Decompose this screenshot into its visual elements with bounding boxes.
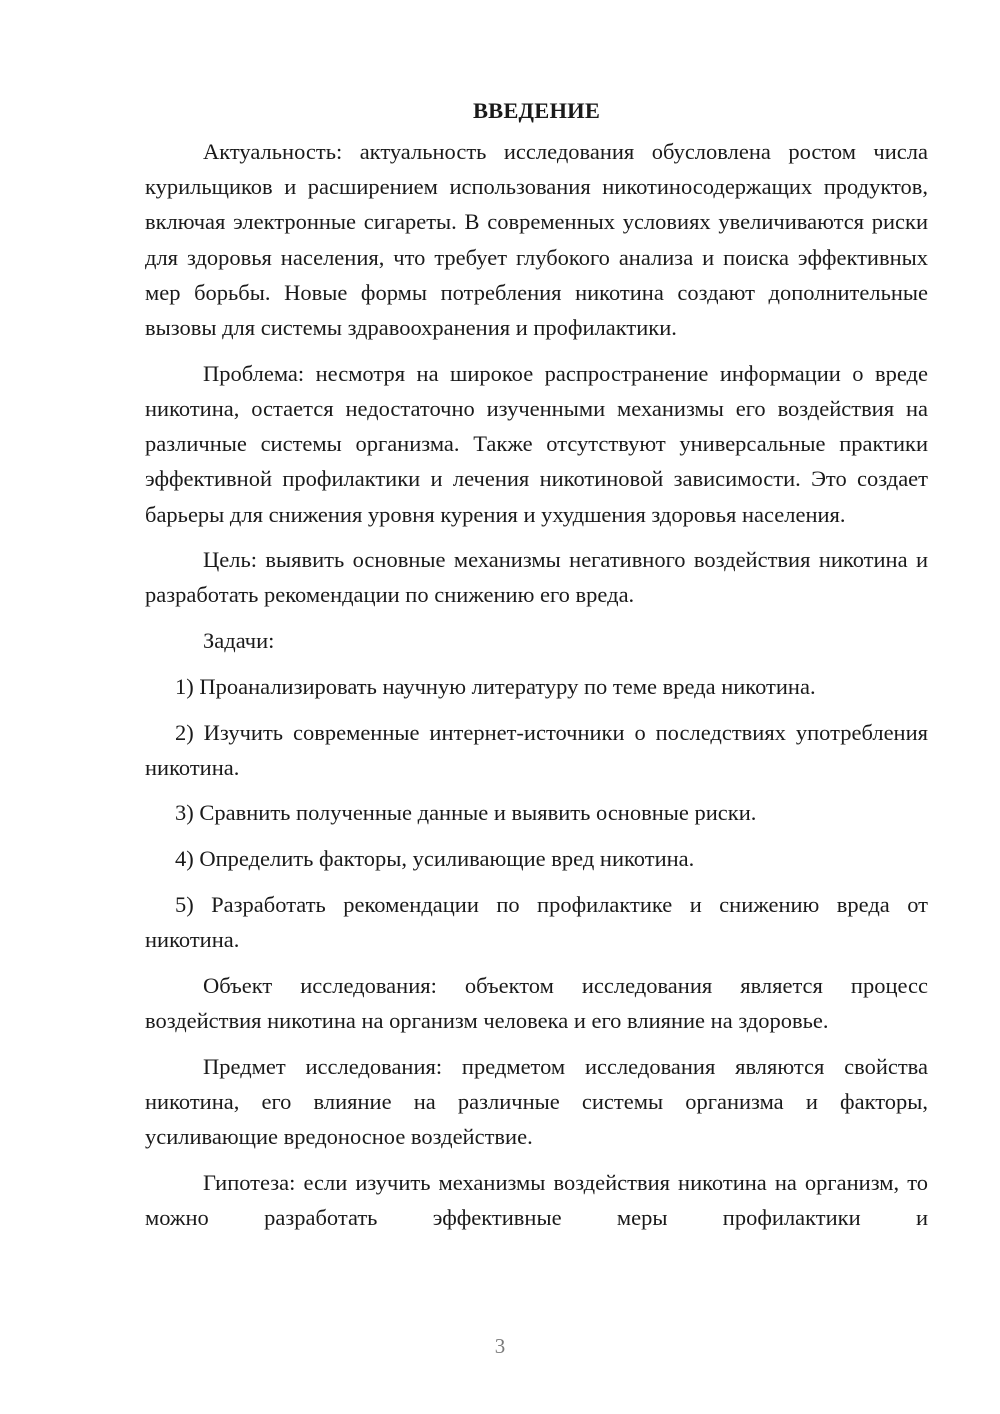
paragraph-goal: Цель: выявить основные механизмы негативного воздействия никотина и разработать рекомендации по снижению его вреда. <box>145 547 928 608</box>
task-item-4: 4) Определить факторы, усиливающие вред никотина. <box>175 846 695 872</box>
task-item-1: 1) Проанализировать научную литературу по теме вреда никотина. <box>175 673 816 699</box>
paragraph-subject: Предмет исследования: предметом исследования являются свойства никотина, его влияние на различные системы организма и факторы, усиливающие вредоносное воздействие. <box>145 1053 928 1150</box>
paragraph-problem: Проблема: несмотря на широкое распространение информации о вреде никотина, остается недостаточно изученными механизмы его воздействия на различные системы организма. Также отсутствуют универсальные практики эффективной профилактики и лечения никотиновой зависимости. Это создает барьеры для снижения уровня курения и ухудшения здоровья населения. <box>145 360 928 527</box>
paragraph-hypothesis: Гипотеза: если изучить механизмы воздействия никотина на организм, то можно разработать эффективные меры профилактики и <box>145 1169 928 1230</box>
paragraph-object: Объект исследования: объектом исследования является процесс воздействия никотина на организм человека и его влияние на здоровье. <box>145 972 928 1033</box>
page-number: 3 <box>494 1334 506 1358</box>
section-title: ВВЕДЕНИЕ <box>472 98 601 123</box>
task-item-2: 2) Изучить современные интернет-источники о последствиях употребления никотина. <box>145 719 928 780</box>
task-item-3: 3) Сравнить полученные данные и выявить основные риски. <box>175 800 757 826</box>
page-content <box>145 88 928 1235</box>
paragraph-relevance: Актуальность: актуальность исследования обусловлена ростом числа курильщиков и расширением использования никотиносодержащих продуктов, включая электронные сигареты. В современных условиях увеличиваются риски для здоровья населения, что требует глубокого анализа и поиска эффективных мер борьбы. Новые формы потребления никотина создают дополнительные вызовы для системы здравоохранения и профилактики. <box>145 139 928 341</box>
paragraph-tasks-heading: Задачи: <box>203 628 275 654</box>
task-item-5: 5) Разработать рекомендации по профилактике и снижению вреда от никотина. <box>145 891 928 953</box>
